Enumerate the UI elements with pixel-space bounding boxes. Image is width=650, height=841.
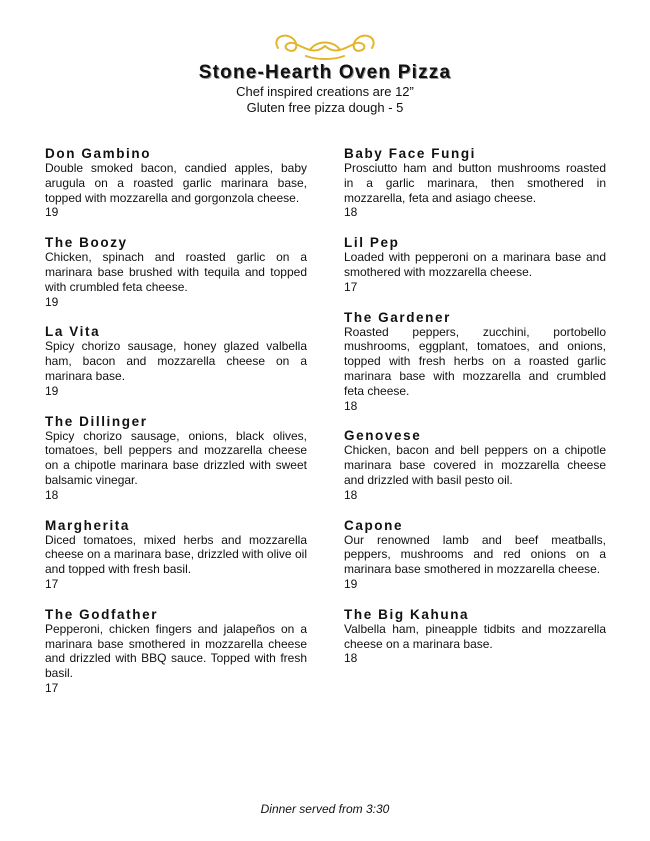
item-name: La Vita [45, 324, 101, 340]
menu-item [45, 414, 307, 503]
item-price: 17 [45, 680, 59, 695]
item-name: Lil Pep [344, 235, 400, 251]
item-description: Spicy chorizo sausage, onions, black olives, tomatoes, bell peppers and mozzarella cheese on a chipotle marinara base drizzled with sweet balsamic vinegar. [45, 428, 307, 487]
item-price: 18 [344, 398, 358, 413]
left-menu-column [45, 146, 307, 711]
menu-title: Stone-Hearth Oven Pizza [198, 62, 452, 83]
menu-item [344, 146, 606, 220]
item-name: The Dillinger [45, 413, 148, 429]
right-menu-column [344, 146, 606, 681]
item-description: Diced tomatoes, mixed herbs and mozzarella cheese on a marinara base, drizzled with olive oil and topped with fresh basil. [45, 532, 307, 577]
item-price: 18 [344, 205, 358, 220]
item-name: Margherita [45, 517, 131, 533]
item-price: 19 [45, 205, 59, 220]
menu-item [45, 518, 307, 592]
item-description: Our renowned lamb and beef meatballs, peppers, mushrooms and red onions on a marinara base smothered in mozzarella cheese. [344, 532, 606, 577]
menu-item [344, 607, 606, 666]
gold-flourish-icon [270, 28, 380, 62]
item-name: The Gardener [344, 309, 451, 325]
item-price: 18 [45, 487, 59, 502]
item-description: Prosciutto ham and button mushrooms roasted in a garlic marinara, then smothered in mozzarella, feta and asiago cheese. [344, 161, 606, 205]
item-price: 19 [45, 294, 59, 309]
menu-item [45, 324, 307, 398]
item-description: Double smoked bacon, candied apples, baby arugula on a roasted garlic marinara base, topped with mozzarella and gorgonzola cheese. [45, 161, 307, 205]
item-price: 17 [344, 279, 358, 294]
menu-item [45, 146, 307, 220]
item-description: Pepperoni, chicken fingers and jalapeños on a marinara base smothered in mozzarella cheese and drizzled with BBQ sauce. Topped with fresh basil. [45, 621, 307, 681]
menu-item [344, 518, 606, 592]
menu-subtitle-size: Chef inspired creations are 12” [236, 84, 414, 99]
menu-item [344, 310, 606, 414]
item-description: Valbella ham, pineapple tidbits and mozzarella cheese on a marinara base. [344, 621, 606, 651]
menu-item [45, 607, 307, 696]
item-price: 18 [344, 651, 358, 666]
menu-item [344, 428, 606, 502]
item-description: Chicken, bacon and bell peppers on a chipotle marinara base covered in mozzarella cheese and drizzled with basil pesto oil. [344, 443, 606, 487]
item-price: 19 [45, 383, 59, 398]
item-name: The Boozy [45, 235, 128, 251]
item-name: Capone [344, 517, 404, 533]
dinner-hours-note: Dinner served from 3:30 [260, 802, 390, 816]
item-name: Don Gambino [45, 146, 152, 161]
item-price: 18 [344, 487, 358, 502]
item-description: Loaded with pepperoni on a marinara base and smothered with mozzarella cheese. [344, 250, 606, 279]
menu-subtitle-gluten-free: Gluten free pizza dough - 5 [246, 100, 404, 115]
item-name: The Big Kahuna [344, 606, 470, 622]
item-name: Genovese [344, 428, 422, 444]
item-description: Roasted peppers, zucchini, portobello mushrooms, eggplant, tomatoes, and onions, topped with fresh herbs on a roasted garlic marinara base with mozzarella and crumbled feta cheese. [344, 324, 606, 398]
menu-header [0, 62, 650, 116]
menu-item [45, 235, 307, 309]
item-description: Chicken, spinach and roasted garlic on a marinara base brushed with tequila and topped with crumbled feta cheese. [45, 250, 307, 294]
item-price: 19 [344, 576, 358, 591]
item-name: The Godfather [45, 606, 159, 622]
item-name: Baby Face Fungi [344, 146, 477, 161]
item-description: Spicy chorizo sausage, honey glazed valbella ham, bacon and mozzarella cheese on a marinara base. [45, 339, 307, 383]
menu-item [344, 235, 606, 294]
item-price: 17 [45, 576, 59, 591]
